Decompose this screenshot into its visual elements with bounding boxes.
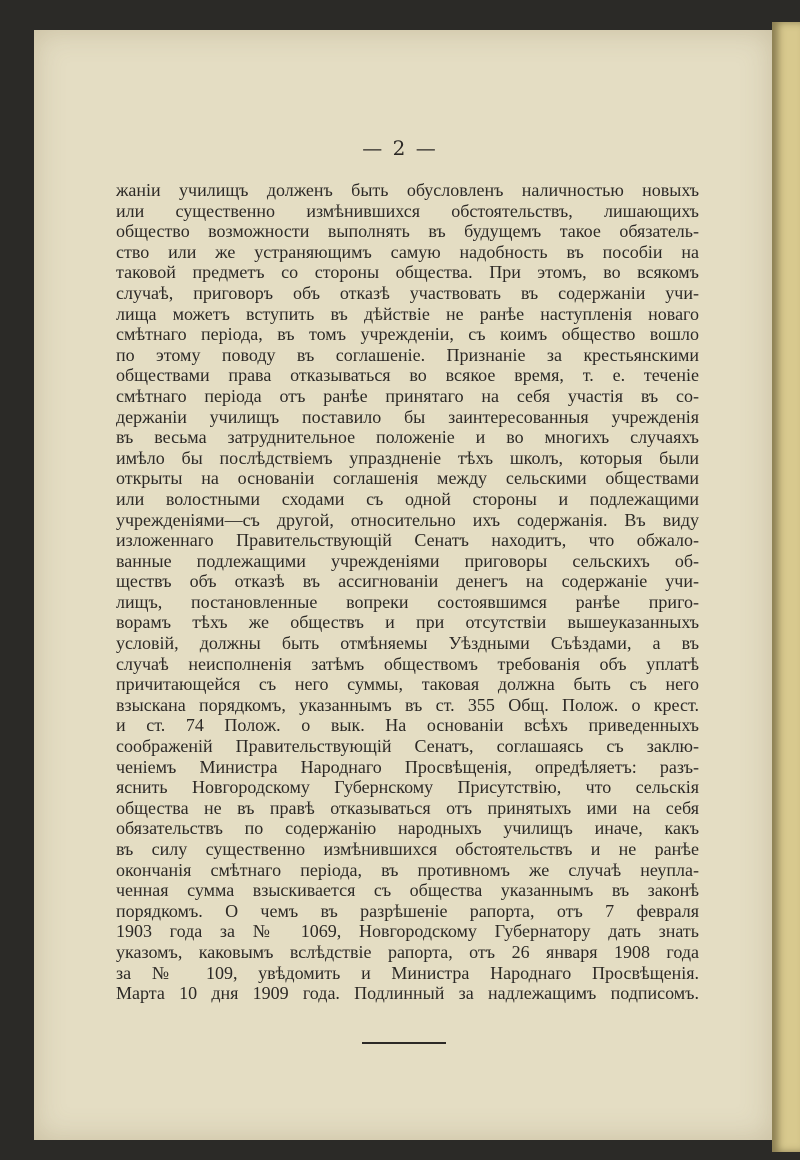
- text-line: ство или же устраняющимъ самую надобность въ пособіи на: [116, 241, 699, 262]
- text-line: ченіемъ Министра Народнаго Просвѣщенія, опредѣляетъ: разъ-: [116, 756, 699, 777]
- adjacent-page-edge: [772, 22, 800, 1152]
- text-line: ванные подлежащими учрежденіями приговоры сельскихъ об-: [116, 550, 699, 571]
- text-line: соображеній Правительствующій Сенатъ, соглашаясь съ заклю-: [116, 736, 699, 757]
- text-line: обществами права отказываться во всякое время, т. е. теченіе: [116, 365, 699, 386]
- text-line: случаѣ, приговоръ объ отказѣ участвовать въ содержаніи учи-: [116, 282, 699, 303]
- text-line: и ст. 74 Полож. о вык. На основаніи всѣхъ приведенныхъ: [116, 715, 699, 736]
- text-line: общество возможности выполнять въ будущемъ такое обязатель-: [116, 221, 699, 242]
- text-line: ществъ объ отказѣ въ ассигнованіи денегъ на содержаніе учи-: [116, 571, 699, 592]
- text-line: Марта 10 дня 1909 года. Подлинный за надлежащимъ подписомъ.: [116, 983, 699, 1004]
- text-line: таковой предметъ со стороны общества. При этомъ, во всякомъ: [116, 262, 699, 283]
- text-line: за № 109, увѣдомить и Министра Народнаго Просвѣщенія.: [116, 962, 699, 983]
- text-line: или волостными сходами съ одной стороны и подлежащими: [116, 488, 699, 509]
- text-line: смѣтнаго періода отъ ранѣе принятаго на себя участія въ со-: [116, 385, 699, 406]
- text-line: лища можетъ вступить въ дѣйствіе не ранѣе наступленія новаго: [116, 303, 699, 324]
- text-line: или существенно измѣнившихся обстоятельствъ, лишающихъ: [116, 200, 699, 221]
- text-line: яснить Новгородскому Губернскому Присутствію, что сельскія: [116, 777, 699, 798]
- text-line: въ весьма затруднительное положеніе и во многихъ случаяхъ: [116, 427, 699, 448]
- end-rule: [362, 1042, 446, 1044]
- text-line: случаѣ неисполненія затѣмъ обществомъ требованія объ уплатѣ: [116, 653, 699, 674]
- text-line: 1903 года за № 1069, Новгородскому Губернатору дать знать: [116, 921, 699, 942]
- text-line: жаніи училищъ долженъ быть обусловленъ наличностью новыхъ: [116, 180, 699, 200]
- text-line: указомъ, каковымъ вслѣдствіе рапорта, отъ 26 января 1908 года: [116, 941, 699, 962]
- text-line: причитающейся съ него суммы, таковая должна быть съ него: [116, 674, 699, 695]
- text-line: изложеннаго Правительствующій Сенатъ находитъ, что обжало-: [116, 530, 699, 551]
- text-line: смѣтнаго періода, въ томъ учрежденіи, съ коимъ общество вошло: [116, 324, 699, 345]
- text-line: держаніи училищъ поставило бы заинтересованныя учрежденія: [116, 406, 699, 427]
- text-line: по этому поводу въ соглашеніе. Признаніе за крестьянскими: [116, 344, 699, 365]
- page-number: — 2 —: [362, 136, 438, 160]
- text-line: порядкомъ. О чемъ въ разрѣшеніе рапорта, отъ 7 февраля: [116, 900, 699, 921]
- text-line: въ силу существенно измѣнившихся обстоятельствъ и не ранѣе: [116, 839, 699, 859]
- text-line: имѣло бы послѣдствіемъ упраздненіе тѣхъ школъ, которыя были: [116, 447, 699, 468]
- text-line: окончанія смѣтнаго періода, въ противномъ же случаѣ неупла-: [116, 859, 699, 880]
- text-line: ченная сумма взыскивается съ общества указаннымъ въ законѣ: [116, 880, 699, 901]
- text-line: лищъ, постановленные вопреки состоявшимся ранѣе приго-: [116, 591, 699, 612]
- body-text: [116, 180, 699, 1004]
- text-line: учрежденіями—съ другой, относительно ихъ содержанія. Въ виду: [116, 509, 699, 530]
- text-line: взыскана порядкомъ, указаннымъ въ ст. 355 Общ. Полож. о крест.: [116, 694, 699, 715]
- text-line: ворамъ тѣхъ же обществъ и при отсутствіи вышеуказанныхъ: [116, 612, 699, 633]
- text-line: условій, должны быть отмѣняемы Уѣздными Съѣздами, а въ: [116, 633, 699, 654]
- text-line: общества не въ правѣ отказываться отъ принятыхъ ими на себя: [116, 797, 699, 818]
- text-line: обязательствъ по содержанію народныхъ училищъ иначе, какъ: [116, 818, 699, 839]
- text-line: открыты на основаніи соглашенія между сельскими обществами: [116, 468, 699, 489]
